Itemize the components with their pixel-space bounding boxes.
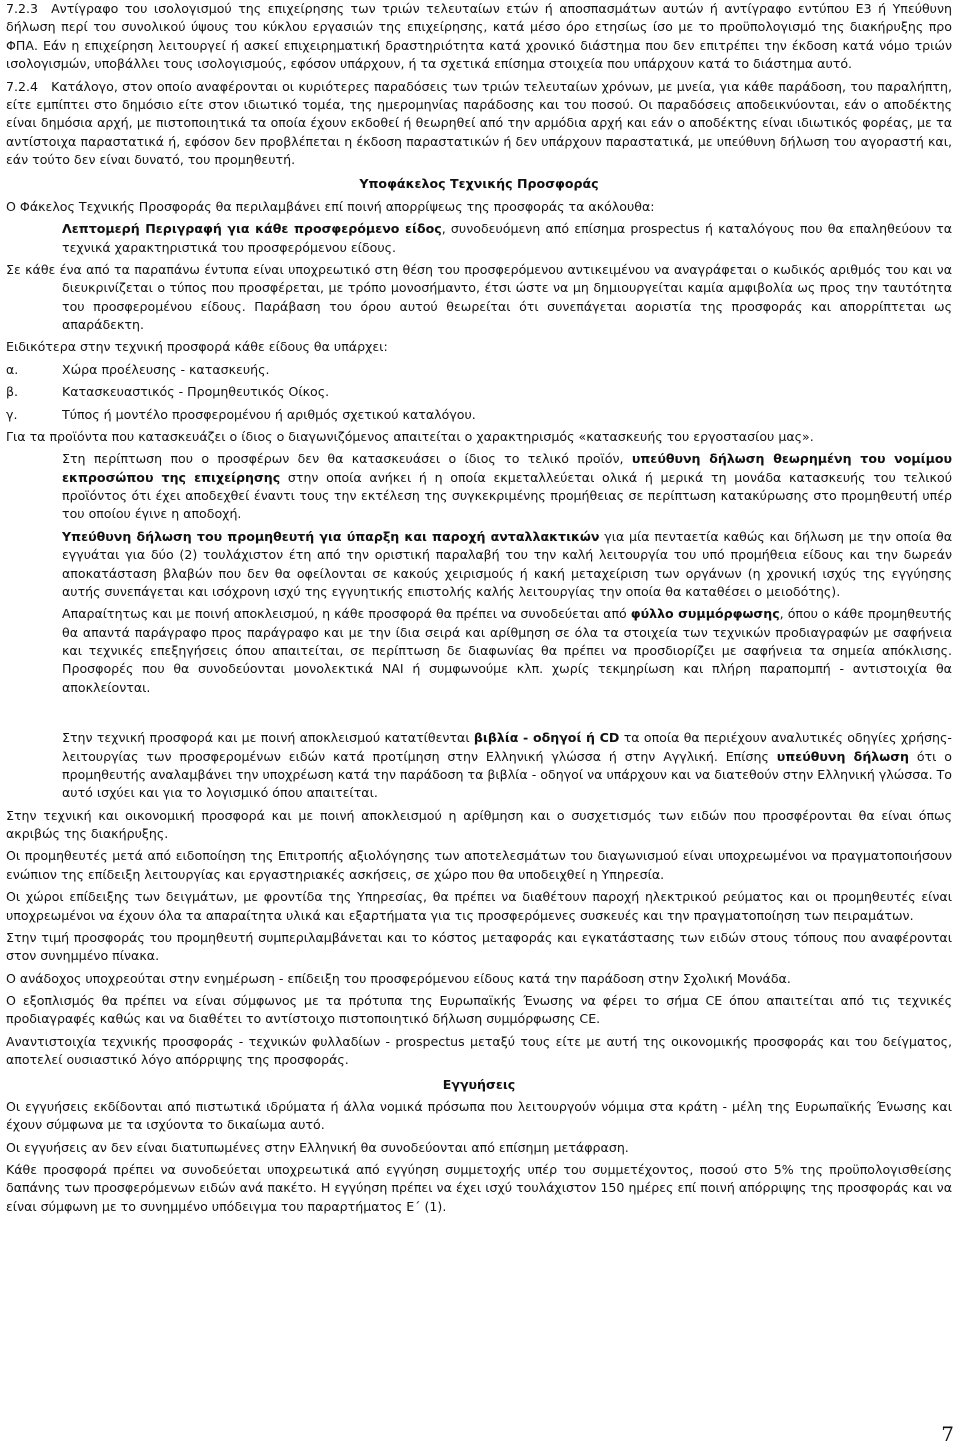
paragraph-third-party-manufacture: Στη περίπτωση που ο προσφέρων δεν θα κατασκευάσει ο ίδιος το τελικό προϊόν, υπεύθυνη δήλωση θεωρημένη του νομίμου εκπροσώπου της επιχείρησης στην οποία ανήκει ή η οποία εκμεταλλεύεται ολικά ή μερικά τη μονάδα κατασκευής του τελικού προϊόντος ότι έχει αποδεχθεί έναντι τους την εκτέλεση της συγκεκριμένης προμήθειας σε περίπτωση κατακύρωσης στο προμηθευτή υπέρ του οποίου έγινε η αποδοχή. — [62, 451, 952, 522]
paragraph-numbering: Στην τεχνική και οικονομική προσφορά και με ποινή αποκλεισμού η αρίθμηση και ο συσχετισμός των ειδών που προσφέρονται θα είναι όπως ακριβώς της διακήρυξης. — [6, 807, 952, 841]
paragraph-technical-intro: Ο Φάκελος Τεχνικής Προσφοράς θα περιλαμβάνει επί ποινή απορρίψεως της προσφοράς τα ακόλουθα: — [6, 198, 655, 214]
paragraph-compliance-sheet: Απαραίτητως και με ποινή αποκλεισμού, η κάθε προσφορά θα πρέπει να συνοδεύεται από φύλλο συμμόρφωσης, όπου ο κάθε προμηθευτής θα απαντά παράγραφο προς παράγραφο και με την ίδια σειρά και αρίθμηση σε όλα τα στοιχεία των τεχνικών προδιαγραφών με σαφήνεια και τεχνικές επεξηγήσεις όπου απαιτείται, σε περίπτωση δε διαφωνίας θα πρέπει να προσδιορίζει με σαφήνεια τα σημεία απόκλισης. Προσφορές που θα συνοδεύονται μονολεκτικά ΝΑΙ ή συμφωνούμε κλπ. χωρίς τεκμηρίωση και πλήρη παραπομπή - αντιστοιχία θα αποκλείονται. — [62, 606, 952, 695]
page-number: 7 — [941, 1421, 954, 1446]
section-number: 7.2.4 — [6, 78, 39, 94]
paragraph-mismatch: Αναντιστοιχία τεχνικής προσφοράς - τεχνικών φυλλαδίων - prospectus μεταξύ τους είτε με αυτή της οικονομικής προσφοράς και του δείγματος, αποτελεί ουσιαστικό λόγο απόρριψης της προσφοράς. — [6, 1033, 952, 1068]
paragraph-participation-guarantee: Κάθε προσφορά πρέπει να συνοδεύεται υποχρεωτικά από εγγύηση συμμετοχής υπέρ του συμμετέχοντος, ποσού στο 5% της προϋπολογισθείσης δαπάνης των προσφερόμενων ειδών ανά πακέτο. Η εγγύηση πρέπει να έχει ισχύ τουλάχιστον 150 ημέρες επί ποινή απόρριψης της προσφοράς και να είναι σύμφωνη με το συνημμένο υπόδειγμα του παραρτήματος Ε΄ (1). — [6, 1162, 952, 1214]
paragraph-specifics-intro: Ειδικότερα στην τεχνική προσφορά κάθε είδους θα υπάρχει: — [6, 339, 388, 355]
document-page — [6, 0, 952, 1220]
list-item: α. Χώρα προέλευσης - κατασκευής. — [6, 361, 270, 377]
paragraph-ce-mark: Ο εξοπλισμός θα πρέπει να είναι σύμφωνος με τα πρότυπα της Ευρωπαϊκής Ένωσης να φέρει το σήμα CE όπου απαιτείται από τις τεχνικές προδιαγραφές καθώς και να διαθέτει το αντίστοιχο πιστοποιητικό δήλωση συμμόρφωσης CE. — [6, 993, 952, 1027]
list-item: β. Κατασκευαστικός - Προμηθευτικός Οίκος. — [6, 384, 330, 400]
paragraph-demonstration: Οι προμηθευτές μετά από ειδοποίηση της Επιτροπής αξιολόγησης των αποτελεσμάτων του διαγωνισμού είναι υποχρεωμένοι να πραγματοποιήσουν ενώπιον της επίδειξη λειτουργίας και εργαστηριακές ασκήσεις, σε χώρο που θα υποδειχθεί η Υπηρεσία. — [6, 848, 952, 882]
paragraph-guarantee-translation: Οι εγγυήσεις αν δεν είναι διατυπωμένες στην Ελληνική θα συνοδεύονται από επίσημη μετάφραση. — [6, 1139, 629, 1155]
paragraph-manuals: Στην τεχνική προσφορά και με ποινή αποκλεισμού κατατίθενται βιβλία - οδηγοί ή CD τα οποία θα περιέχουν αναλυτικές οδηγίες χρήσης-λειτουργίας των προσφερομένων ειδών κατά προτίμηση στην Ελληνική γλώσσα ή στην Αγγλική. Επίσης υπεύθυνη δήλωση ότι ο προμηθευτής αναλαμβάνει την υποχρέωση κατά την παράδοση τα βιβλία - οδηγοί να υπάρχουν και να διατεθούν στην Ελληνική γλώσσα. Το αυτό ισχύει και για το λογισμικό όπου απαιτείται. — [62, 730, 952, 801]
paragraph-demo-rooms: Οι χώροι επίδειξης των δειγμάτων, με φροντίδα της Υπηρεσίας, θα πρέπει να διαθέτουν παροχή ηλεκτρικού ρεύματος και οι προμηθευτές είναι υποχρεωμένοι να έχουν όλα τα απαραίτητα υλικά και εξαρτήματα για τις προσφερόμενες συσκευές και την πραγματοποίηση των πειραμάτων. — [6, 889, 952, 923]
paragraph-own-manufacture: Για τα προϊόντα που κατασκευάζει ο ίδιος ο διαγωνιζόμενος απαιτείται ο χαρακτηρισμός «κατασκευής του εργοστασίου μας». — [6, 428, 814, 444]
paragraph-briefing: Ο ανάδοχος υποχρεούται στην ενημέρωση - επίδειξη του προσφερόμενου είδους κατά την παράδοση στην Σχολική Μονάδα. — [6, 970, 791, 986]
paragraph-7-2-4: 7.2.4 Κατάλογο, στον οποίο αναφέρονται οι κυριότερες παραδόσεις των τριών τελευταίων χρόνων, με μνεία, για κάθε παράδοση, του παραλήπτη, είτε εμπίπτει στο δημόσιο είτε στον ιδιωτικό τομέα, της ημερομηνίας παράδοσης και του ποσού. Οι παραδόσεις αποδεικνύονται, εάν ο αποδέκτης είναι δημόσια αρχή, με πιστοποιητικά τα οποία έχουν εκδοθεί ή θεωρηθεί από την αρμόδια αρχή και εάν ο αποδέκτης είναι ιδιωτικός φορέας, με τα αντίστοιχα παραστατικά ή, εφόσον δεν προβλέπεται η έκδοση παραστατικών ή δεν υπάρχουν παραστατικά, με υπεύθυνη δήλωση του αγοραστή και, εάν τούτο δεν είναι δυνατό, του προμηθευτή. — [6, 78, 952, 167]
list-item: γ. Τύπος ή μοντέλο προσφερομένου ή αριθμός σχετικού καταλόγου. — [6, 406, 476, 422]
paragraph-code-requirement: Σε κάθε ένα από τα παραπάνω έντυπα είναι υποχρεωτικό στη θέση του προσφερόμενου αντικειμένου να αναγράφεται ο κωδικός αριθμός του και να διευκρινίζεται ο τύπος που προσφέρεται, με τρόπο μονοσήμαντο, έτσι ώστε να μη δημιουργείται καμία αμφιβολία ως προς την ταυτότητα του προσφερομένου είδους. Παράβαση του όρου αυτού θεωρείται ότι συνεπάγεται αοριστία της προσφοράς και απορρίπτεται ως απαράδεκτη. — [6, 261, 952, 332]
paragraph-guarantee-issuers: Οι εγγυήσεις εκδίδονται από πιστωτικά ιδρύματα ή άλλα νομικά πρόσωπα που λειτουργούν νόμιμα στα κράτη - μέλη της Ευρωπαϊκής Ένωσης και έχουν σύμφωνα με τα ισχύοντα το δικαίωμα αυτό. — [6, 1098, 952, 1133]
heading-technical-offer: Υποφάκελος Τεχνικής Προσφοράς — [359, 176, 599, 192]
heading-guarantees: Εγγυήσεις — [442, 1076, 516, 1092]
paragraph-spare-parts: Υπεύθυνη δήλωση του προμηθευτή για ύπαρξη και παροχή ανταλλακτικών για μία πενταετία καθώς και δήλωση με την οποία θα εγγυάται για δύο (2) τουλάχιστον έτη από την οριστική παραλαβή του την καλή λειτουργία του υπό προμήθεια είδους και την δωρεάν αποκατάσταση βλαβών που δεν θα οφείλονται σε κακούς χειρισμούς ή κακή μεταχείριση των οργάνων (η χρονική ισχύς της εγγύησης αυτής συνεπάγεται και ισόχρονη ισχύ της εγγυητικής επιστολής καλής λειτουργίας την οποία θα καταθέσει ο μειοδότης). — [62, 528, 952, 599]
paragraph-price-includes: Στην τιμή προσφοράς του προμηθευτή συμπεριλαμβάνεται και το κόστος μεταφοράς και εγκατάστασης των ειδών στους τόπους που αναφέρονται στον συνημμένο πίνακα. — [6, 929, 952, 964]
section-number: 7.2.3 — [6, 1, 39, 16]
paragraph-detailed-description: Λεπτομερή Περιγραφή για κάθε προσφερόμενο είδος, συνοδευόμενη από επίσημα prospectus ή καταλόγους που θα επαληθεύουν τα τεχνικά χαρακτηριστικά του προσφερόμενου είδους. — [62, 221, 952, 255]
paragraph-7-2-3: 7.2.3 Αντίγραφο του ισολογισμού της επιχείρησης των τριών τελευταίων ετών ή αποσπασμάτων αυτών ή αντίγραφο εντύπου Ε3 ή Υπεύθυνη δήλωση περί του συνολικού ύψους του κύκλου εργασιών της επιχείρησης, κατά μέσο όρο ετησίως ίσο με το προϋπολογισμό της διακήρυξης προ ΦΠΑ. Εάν η επιχείρηση λειτουργεί ή ασκεί επιχειρηματική δραστηριότητα κατά χρονικό διάστημα που δεν επιτρέπει την έκδοση κατά νόμο τριών ισολογισμών, υποβάλλει τους ισολογισμούς, εφόσον υπάρχουν, ή τα σχετικά επίσημα στοιχεία που υπάρχουν κατά το διάστημα αυτό. — [6, 1, 952, 72]
